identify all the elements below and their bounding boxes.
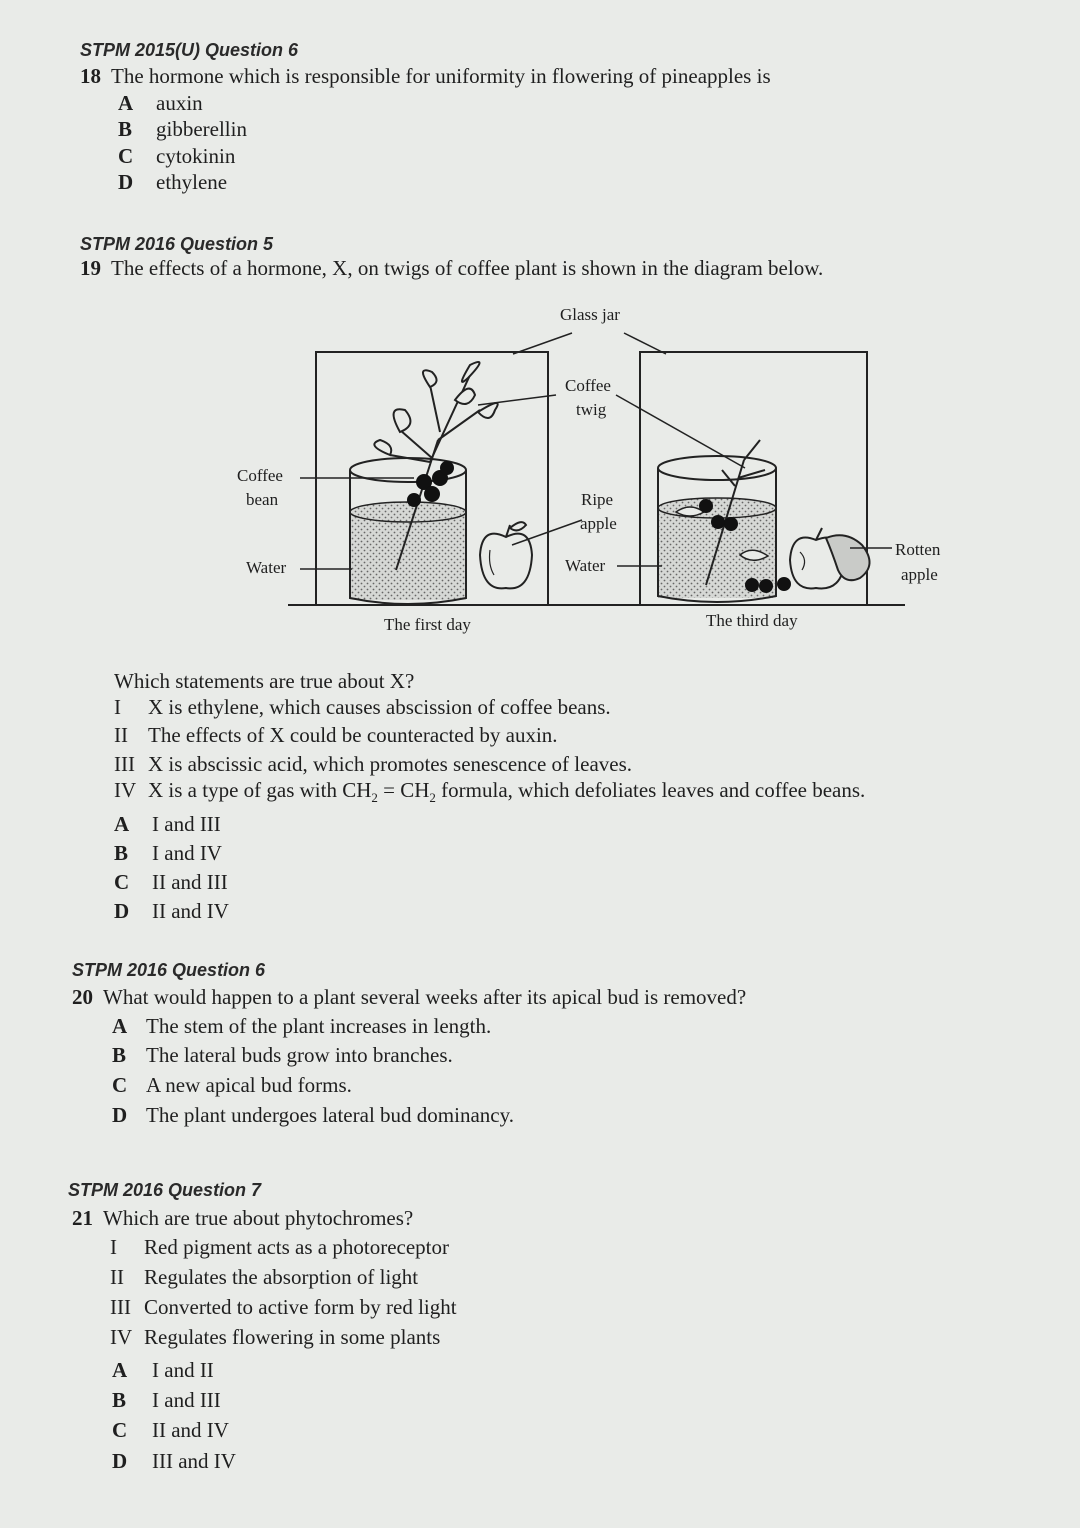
label-coffee-bean-2: bean [246, 490, 279, 509]
label-coffee-twig-1: Coffee [565, 376, 611, 395]
q21-option-d[interactable]: D III and IV [112, 1449, 236, 1473]
q18-option-a[interactable]: A auxin [118, 91, 203, 115]
q19-statement-2: II The effects of X could be counteracted by auxin. [114, 723, 558, 747]
q18-option-d[interactable]: D ethylene [118, 170, 228, 194]
label-glass-jar: Glass jar [560, 305, 620, 324]
q19-option-b[interactable]: B I and IV [114, 841, 222, 865]
q19-option-a[interactable]: A I and III [114, 812, 221, 836]
beaker-right [658, 456, 776, 602]
q21-statement-4: IV Regulates flowering in some plants [110, 1325, 441, 1349]
q20-source: STPM 2016 Question 6 [72, 960, 266, 980]
label-rotten-apple-2: apple [901, 565, 938, 584]
q18-source: STPM 2015(U) Question 6 [80, 40, 299, 60]
label-water-left: Water [246, 558, 287, 577]
q20-option-c[interactable]: C A new apical bud forms. [112, 1073, 352, 1097]
q19-option-d[interactable]: D II and IV [114, 899, 229, 923]
q21-question [72, 1206, 413, 1231]
q18-text: The hormone which is responsible for uniformity in flowering of pineapples is [111, 64, 771, 88]
q20-text: What would happen to a plant several weeks after its apical bud is removed? [103, 985, 747, 1009]
q21-source: STPM 2016 Question 7 [68, 1180, 262, 1200]
q21-option-a[interactable]: A I and II [112, 1358, 214, 1382]
q19-statement-3: III X is abscissic acid, which promotes senescence of leaves. [114, 752, 633, 776]
ripe-apple [480, 522, 532, 588]
q18-number: 18 [80, 64, 101, 88]
q20-option-d[interactable]: D The plant undergoes lateral bud dominancy. [112, 1103, 514, 1127]
q19-statement-4: IV X is a type of gas with $CH_2 = CH_2$ formula, which defoliates leaves and coffee beans. [114, 778, 866, 806]
q20-option-a[interactable]: A The stem of the plant increases in length. [112, 1014, 492, 1038]
q21-option-b[interactable]: B I and III [112, 1388, 221, 1412]
q21-number: 21 [72, 1206, 93, 1230]
q18-option-b[interactable]: B gibberellin [118, 117, 247, 141]
coffee-beans-left [407, 461, 454, 507]
label-coffee-bean-1: Coffee [237, 466, 283, 485]
label-rotten-apple-1: Rotten [895, 540, 941, 559]
q19-prompt: Which statements are true about X? [114, 669, 415, 693]
q21-statement-1: I Red pigment acts as a photoreceptor [110, 1235, 449, 1259]
q21-statement-2: II Regulates the absorption of light [110, 1265, 419, 1289]
q19-number: 19 [80, 256, 101, 280]
q20-option-b[interactable]: B The lateral buds grow into branches. [112, 1043, 453, 1067]
q19-statement-1: I X is ethylene, which causes abscission of coffee beans. [114, 695, 611, 719]
coffee-twig-pointer-right [616, 395, 745, 468]
label-first-day: The first day [384, 615, 471, 634]
q21-text: Which are true about phytochromes? [103, 1206, 414, 1230]
label-ripe-apple-2: apple [580, 514, 617, 533]
q20-number: 20 [72, 985, 93, 1009]
q18-option-c[interactable]: C cytokinin [118, 144, 236, 168]
rotten-apple [790, 528, 870, 588]
label-ripe-apple-1: Ripe [581, 490, 614, 509]
q19-option-c[interactable]: C II and III [114, 870, 228, 894]
q20-question [72, 985, 746, 1010]
q19-text: The effects of a hormone, X, on twigs of coffee plant is shown in the diagram below. [111, 256, 824, 280]
q21-option-c[interactable]: C II and IV [112, 1418, 229, 1442]
q19-source: STPM 2016 Question 5 [80, 234, 274, 254]
label-coffee-twig-2: twig [576, 400, 607, 419]
q21-statement-3: III Converted to active form by red light [110, 1295, 457, 1319]
label-third-day: The third day [706, 611, 798, 630]
label-water-right: Water [565, 556, 606, 575]
coffee-twig-pointer-left [478, 395, 556, 405]
